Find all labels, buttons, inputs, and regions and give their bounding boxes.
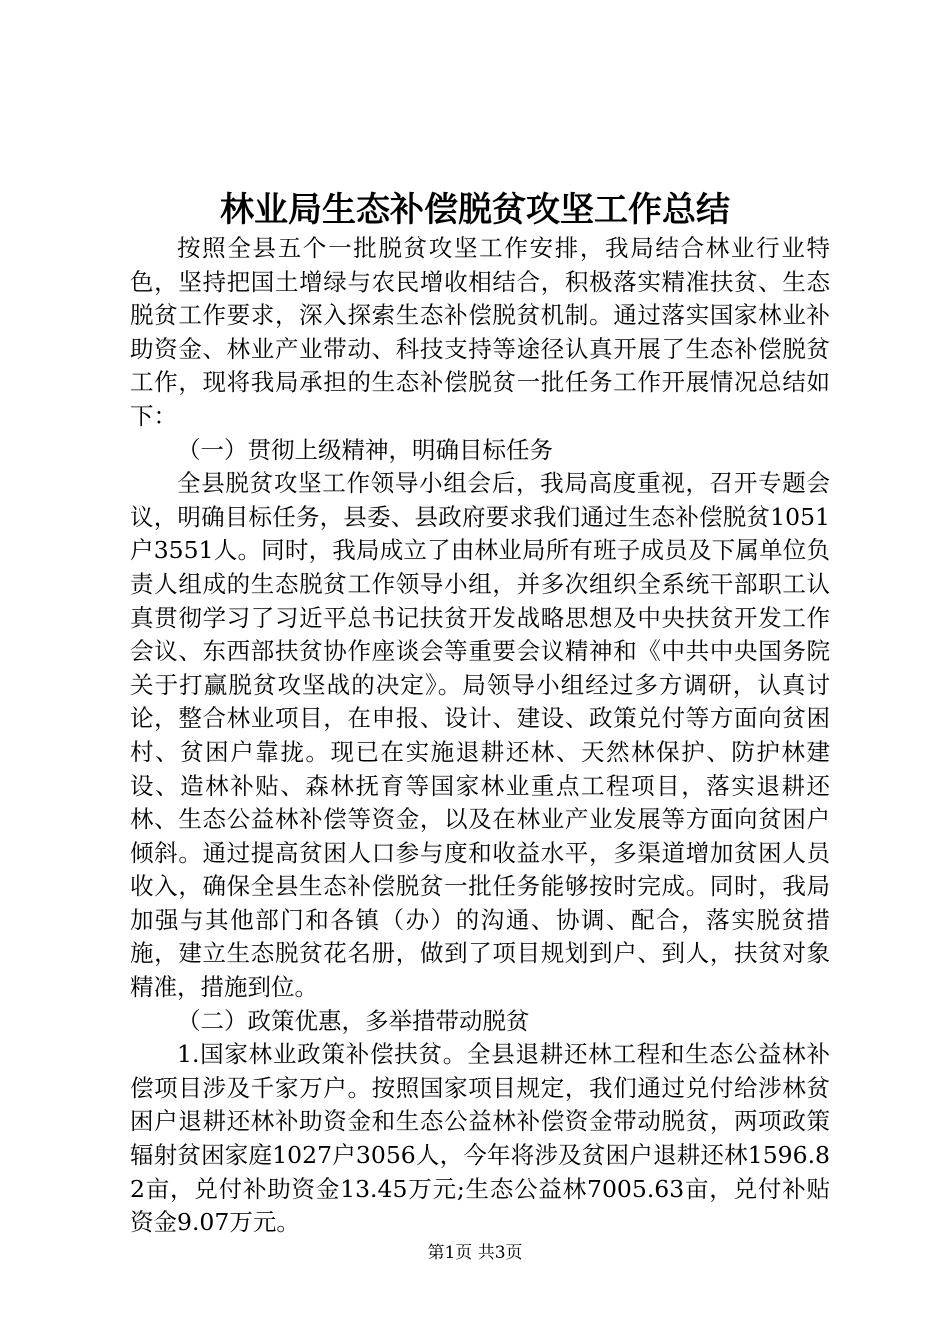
section-2-paragraph: 1.国家林业政策补偿扶贫。全县退耕还林工程和生态公益林补偿项目涉及千家万户。按照国家项目规定，我们通过兑付给涉林贫困户退耕还林补助资金和生态公益林补偿资金带动脱贫，两项政策辐射贫困家庭1027户3056人，今年将涉及贫困户退耕还林1596.82亩，兑付补助资金13.45万元;生态公益林7005.63亩，兑付补贴资金9.07万元。 <box>130 1040 830 1237</box>
section-heading-1: （一）贯彻上级精神，明确目标任务 <box>177 435 553 464</box>
document-title: 林业局生态补偿脱贫攻坚工作总结 <box>220 190 730 230</box>
document-body <box>130 232 830 1240</box>
section-1-paragraph: 全县脱贫攻坚工作领导小组会后，我局高度重视，召开专题会议，明确目标任务，县委、县政府要求我们通过生态补偿脱贫1051户3551人。同时，我局成立了由林业局所有班子成员及下属单位负责人组成的生态脱贫工作领导小组，并多次组织全系统干部职工认真贯彻学习了习近平总书记扶贫开发战略思想及中央扶贫开发工作会议、东西部扶贫协作座谈会等重要会议精神和《中共中央国务院关于打赢脱贫攻坚战的决定》。局领导小组经过多方调研，认真讨论，整合林业项目，在申报、设计、建设、政策兑付等方面向贫困村、贫困户靠拢。现已在实施退耕还林、天然林保护、防护林建设、造林补贴、森林抚育等国家林业重点工程项目，落实退耕还林、生态公益林补偿等资金，以及在林业产业发展等方面向贫困户倾斜。通过提高贫困人口参与度和收益水平，多渠道增加贫困人员收入，确保全县生态补偿脱贫一批任务能够按时完成。同时，我局加强与其他部门和各镇（办）的沟通、协调、配合，落实脱贫措施，建立生态脱贫花名册，做到了项目规划到户、到人，扶贫对象精准，措施到位。 <box>130 469 830 1002</box>
page-number-footer: 第1页 共3页 <box>427 1243 523 1263</box>
section-heading-2: （二）政策优惠，多举措带动脱贫 <box>177 1006 530 1035</box>
intro-paragraph: 按照全县五个一批脱贫攻坚工作安排，我局结合林业行业特色，坚持把国土增绿与农民增收相结合，积极落实精准扶贫、生态脱贫工作要求，深入探索生态补偿脱贫机制。通过落实国家林业补助资金、林业产业带动、科技支持等途径认真开展了生态补偿脱贫工作，现将我局承担的生态补偿脱贫一批任务工作开展情况总结如下： <box>130 234 830 430</box>
